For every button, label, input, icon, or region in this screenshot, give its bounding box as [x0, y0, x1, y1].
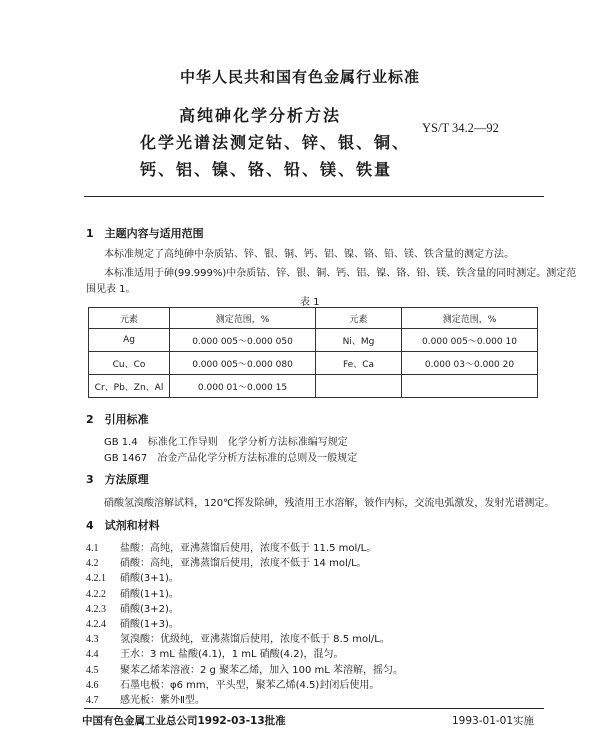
reference-gb-1-4: GB 1.4 标准化工作导则 化学分析方法标准编写规定 [104, 437, 348, 448]
reagent-item: 4.2.4 硝酸(1+3)。 [86, 619, 179, 630]
reagent-item: 4.5 聚苯乙烯苯溶液：2 g 聚苯乙烯，加入 100 mL 苯溶解，摇匀。 [86, 664, 404, 676]
section-2-heading: 2 引用标准 [86, 413, 149, 426]
table-cell: 0.000 005～0.000 10 [402, 329, 538, 352]
standard-category-header: 中华人民共和国有色金属行业标准 [179, 68, 420, 86]
reagent-item: 4.2.1 硝酸(3+1)。 [86, 573, 179, 585]
footer-divider [84, 708, 544, 709]
col-header-range-2: 测定范围，% [402, 308, 538, 329]
section-1-heading: 1 主题内容与适用范围 [86, 227, 204, 240]
table-header-row [89, 308, 538, 329]
table-cell: Cu、Co [89, 352, 170, 375]
table-cell: Cr、Pb、Zn、Al [89, 375, 170, 398]
table-caption: 表 1 [300, 297, 320, 308]
measurement-range-table [88, 307, 538, 398]
reagent-item: 4.2 硝酸：高纯，亚沸蒸馏后使用，浓度不低于 14 mol/L。 [86, 558, 367, 570]
table-cell: 0.000 03～0.000 20 [402, 352, 538, 375]
document-title [140, 102, 411, 183]
reagent-item: 4.2.2 硝酸(1+1)。 [86, 588, 179, 600]
col-header-element-2: 元素 [316, 308, 402, 329]
method-principle-text: 硝酸氢溴酸溶解试料，120℃挥发除砷，残渣用王水溶解，铍作内标，交流电弧激发，发射光谱测定。 [104, 498, 555, 509]
title-line-1: 高纯砷化学分析方法 [178, 106, 341, 125]
reagent-item: 4.1 盐酸：高纯，亚沸蒸馏后使用，浓度不低于 11.5 mol/L。 [86, 543, 377, 554]
table-cell: 0.000 01～0.000 15 [170, 375, 316, 398]
reference-gb-1467: GB 1467 冶金产品化学分析方法标准的总则及一般规定 [104, 453, 358, 464]
title-line-3: 钙、铝、镍、铬、铅、镁、铁量 [140, 160, 393, 179]
implementation-date: 1993-01-01实施 [452, 715, 535, 727]
table-cell: Ni、Mg [316, 329, 402, 352]
reagent-item-last: 4.7 感光板：紫外Ⅱ型。 [86, 695, 205, 706]
table-row [89, 329, 538, 352]
table-cell [316, 375, 402, 398]
reagent-item: 4.3 氢溴酸：优级纯，亚沸蒸馏后使用，浓度不低于 8.5 mol/L。 [86, 634, 390, 646]
approval-statement: 中国有色金属工业总公司1992-03-13批准 [82, 715, 286, 727]
section-1-paragraph-2: 本标准适用于砷(99.999%)中杂质钴、锌、银、铜、钙、铝、镍、铬、铅、镁、铁含量的同时测定。测定范 [104, 268, 577, 279]
section-1-paragraph-1: 本标准规定了高纯砷中杂质钴、锌、银、铜、钙、铝、镍、铬、铅、镁、铁含量的测定方法。 [104, 249, 514, 260]
section-1-paragraph-2-cont: 围见表 1。 [86, 284, 136, 295]
section-4-heading: 4 试剂和材料 [86, 519, 160, 532]
table-cell: Fe、Ca [316, 352, 402, 375]
standard-number: YS/T 34.2—92 [422, 121, 499, 135]
section-3-heading: 3 方法原理 [86, 473, 149, 486]
reagent-item: 4.2.3 硝酸(3+2)。 [86, 603, 179, 615]
col-header-range-1: 测定范围，% [170, 308, 316, 329]
title-divider [84, 196, 544, 197]
table-row [89, 352, 538, 375]
table-cell [402, 375, 538, 398]
table-cell: 0.000 005～0.000 050 [170, 329, 316, 352]
table-cell: 0.000 005～0.000 080 [170, 352, 316, 375]
title-line-2: 化学光谱法测定钴、锌、银、铜、 [140, 133, 411, 152]
col-header-element-1: 元素 [89, 308, 170, 329]
table-cell: Ag [89, 329, 170, 352]
reagent-item: 4.4 王水：3 mL 盐酸(4.1)，1 mL 硝酸(4.2)，混匀。 [86, 649, 344, 661]
table-row [89, 375, 538, 398]
reagent-item: 4.6 石墨电极：φ6 mm，平头型，聚苯乙烯(4.5)封闭后使用。 [86, 679, 380, 691]
